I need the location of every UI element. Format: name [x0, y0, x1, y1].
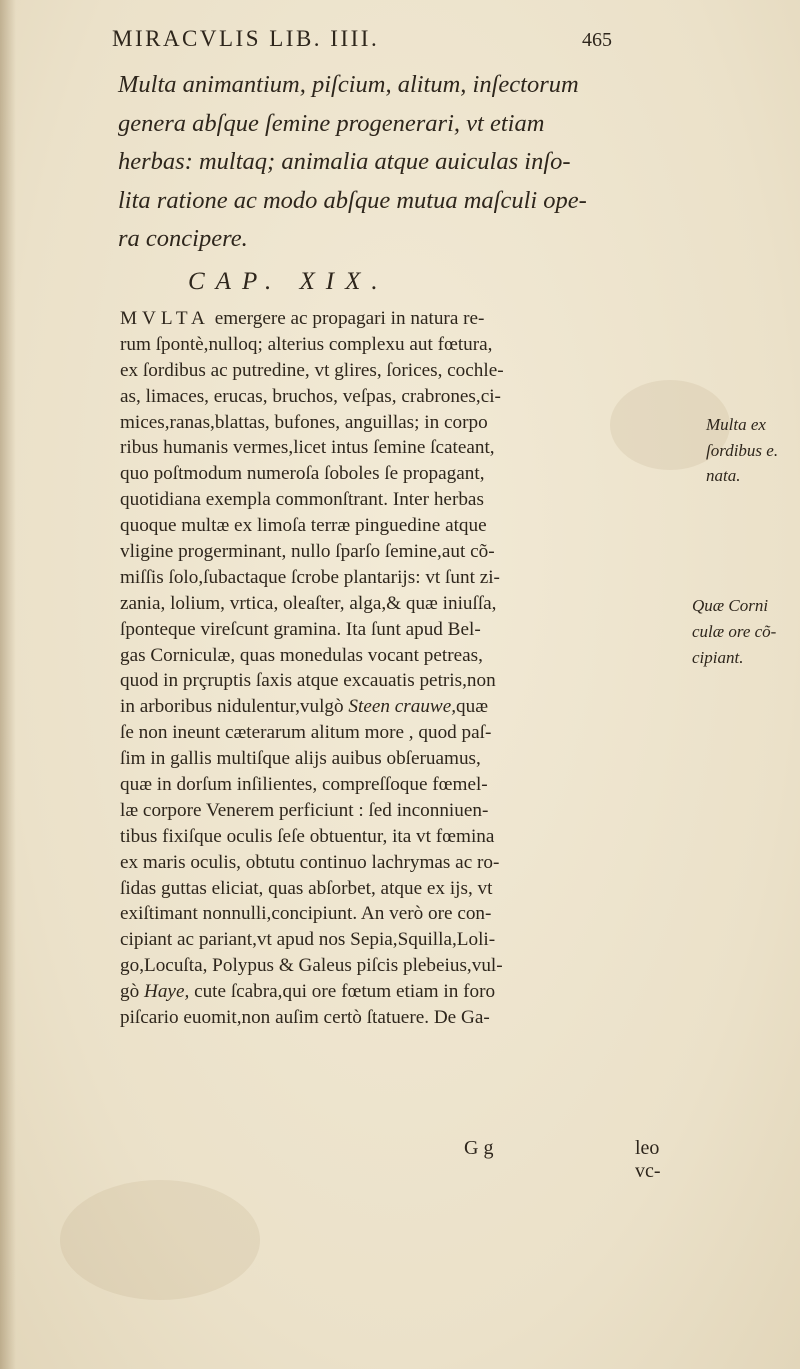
text-line	[120, 384, 720, 410]
line-text: tibus fixiſque oculis ſeſe obtuentur, ita vt fœmina	[120, 825, 495, 847]
line-text: emergere ac propagari in natura re-	[209, 308, 485, 329]
line-text: quo poſtmodum numeroſa ſoboles ſe propagant,	[120, 463, 485, 485]
text-line	[120, 1005, 720, 1031]
text-line	[120, 591, 720, 617]
line-text: in arboribus nidulentur,vulgò	[120, 696, 349, 718]
text-line	[120, 798, 720, 824]
text-line	[120, 746, 720, 772]
line-text: exiſtimant nonnulli,concipiunt. An verò ore con-	[120, 903, 492, 925]
text-line	[120, 824, 720, 850]
line-text: go,Locuſta, Polypus & Galeus piſcis plebeius,vul-	[120, 955, 503, 977]
line-text: ribus humanis vermes,licet intus ſemine ſcateant,	[120, 437, 495, 459]
line-text: miſſis ſolo,ſubactaque ſcrobe plantarijs: vt ſunt zi-	[120, 566, 500, 588]
line-text: ex maris oculis, obtutu continuo lachrymas ac ro-	[120, 851, 500, 873]
body-text	[120, 306, 720, 1031]
margin-note: Quæ Corni	[692, 595, 769, 615]
page-number: 465	[582, 29, 612, 51]
text-line	[120, 461, 720, 487]
summary-line: genera abſque ſemine progenerari, vt etiam	[118, 109, 545, 137]
text-line	[120, 306, 720, 332]
margin-note: culæ ore cõ-	[692, 621, 777, 641]
catchword: leo vc-	[635, 1137, 661, 1182]
text-line	[120, 876, 720, 902]
text-line	[120, 668, 720, 694]
line-text: mices,ranas,blattas, bufones, anguillas; in corpo	[120, 411, 488, 433]
line-text: quod in prçruptis ſaxis atque excauatis petris,non	[120, 670, 496, 692]
text-line	[120, 435, 720, 461]
text-line	[120, 643, 720, 669]
margin-note: nata.	[706, 466, 741, 486]
running-header	[112, 26, 612, 52]
text-line	[120, 927, 720, 953]
page-edge-shadow	[0, 0, 16, 1369]
summary-line: ra concipere.	[118, 225, 248, 252]
margin-note: ſordibus e.	[706, 440, 779, 460]
signature-mark: G g	[464, 1137, 494, 1159]
line-text: quæ	[456, 696, 489, 718]
text-line	[120, 617, 720, 643]
paper-stain	[60, 1180, 260, 1300]
text-line	[120, 694, 720, 720]
text-line	[120, 539, 720, 565]
margin-note: cipiant.	[692, 647, 744, 667]
line-text: quæ in dorſum inſilientes, compreſſoque fœmel-	[120, 774, 488, 796]
margin-note: Multa ex	[706, 414, 766, 434]
text-line	[120, 979, 720, 1005]
summary-line: lita ratione ac modo abſque mutua maſculi ope-	[118, 186, 587, 214]
text-line	[120, 410, 720, 436]
text-line	[120, 565, 720, 591]
text-line	[120, 513, 720, 539]
text-line	[120, 332, 720, 358]
line-text: læ corpore Venerem perficiunt : ſed inconniuen-	[120, 799, 489, 821]
page-footer	[120, 1137, 661, 1182]
text-line	[120, 487, 720, 513]
line-text: rum ſpontè,nulloq; alterius complexu aut fœtura,	[120, 333, 493, 355]
summary-line: Multa animantium, piſcium, alitum, inſectorum	[118, 71, 579, 98]
chapter-heading: CAP. XIX.	[188, 268, 389, 295]
text-line	[120, 953, 720, 979]
summary-line: herbas: multaq; animalia atque auiculas inſo-	[118, 148, 571, 175]
line-text: cute ſcabra,qui ore fœtum etiam in foro	[189, 981, 496, 1003]
line-text: quotidiana exempla commonſtrant. Inter herbas	[120, 489, 484, 511]
text-line	[120, 720, 720, 746]
line-text: ex ſordibus ac putredine, vt glires, ſorices, cochle-	[120, 359, 504, 381]
running-title: MIRACVLIS LIB. IIII.	[112, 26, 380, 51]
line-text: gas Corniculæ, quas monedulas vocant petreas,	[120, 644, 483, 666]
text-line	[120, 772, 720, 798]
text-line	[120, 358, 720, 384]
line-text: ſponteque vireſcunt gramina. Ita ſunt apud Bel-	[120, 618, 481, 640]
initial-capitals: MVLTA	[120, 308, 210, 329]
vernacular-term: Steen crauwe,	[348, 696, 457, 718]
line-text: vligine progerminant, nullo ſparſo ſemine,aut cõ-	[120, 541, 495, 563]
line-text: ſidas guttas eliciat, quas abſorbet, atque ex ijs, vt	[120, 877, 493, 899]
line-text: ſe non ineunt cæterarum alitum more , quod paſ-	[120, 722, 492, 744]
line-text: as, limaces, erucas, bruchos, veſpas, crabrones,ci-	[120, 385, 501, 407]
line-text: quoque multæ ex limoſa terræ pinguedine atque	[120, 515, 487, 537]
text-line	[120, 850, 720, 876]
line-text: ſim in gallis multiſque alijs auibus obſeruamus,	[120, 748, 481, 770]
line-text: zania, lolium, vrtica, oleaſter, alga,& quæ iniuſſa,	[120, 592, 497, 614]
line-text: piſcario euomit,non auſim certò ſtatuere. De Ga-	[120, 1007, 490, 1029]
vernacular-term: Haye,	[143, 981, 190, 1003]
line-text: gò	[120, 981, 144, 1003]
chapter-summary	[118, 66, 638, 259]
text-line	[120, 901, 720, 927]
line-text: cipiant ac pariant,vt apud nos Sepia,Squilla,Loli-	[120, 929, 496, 951]
